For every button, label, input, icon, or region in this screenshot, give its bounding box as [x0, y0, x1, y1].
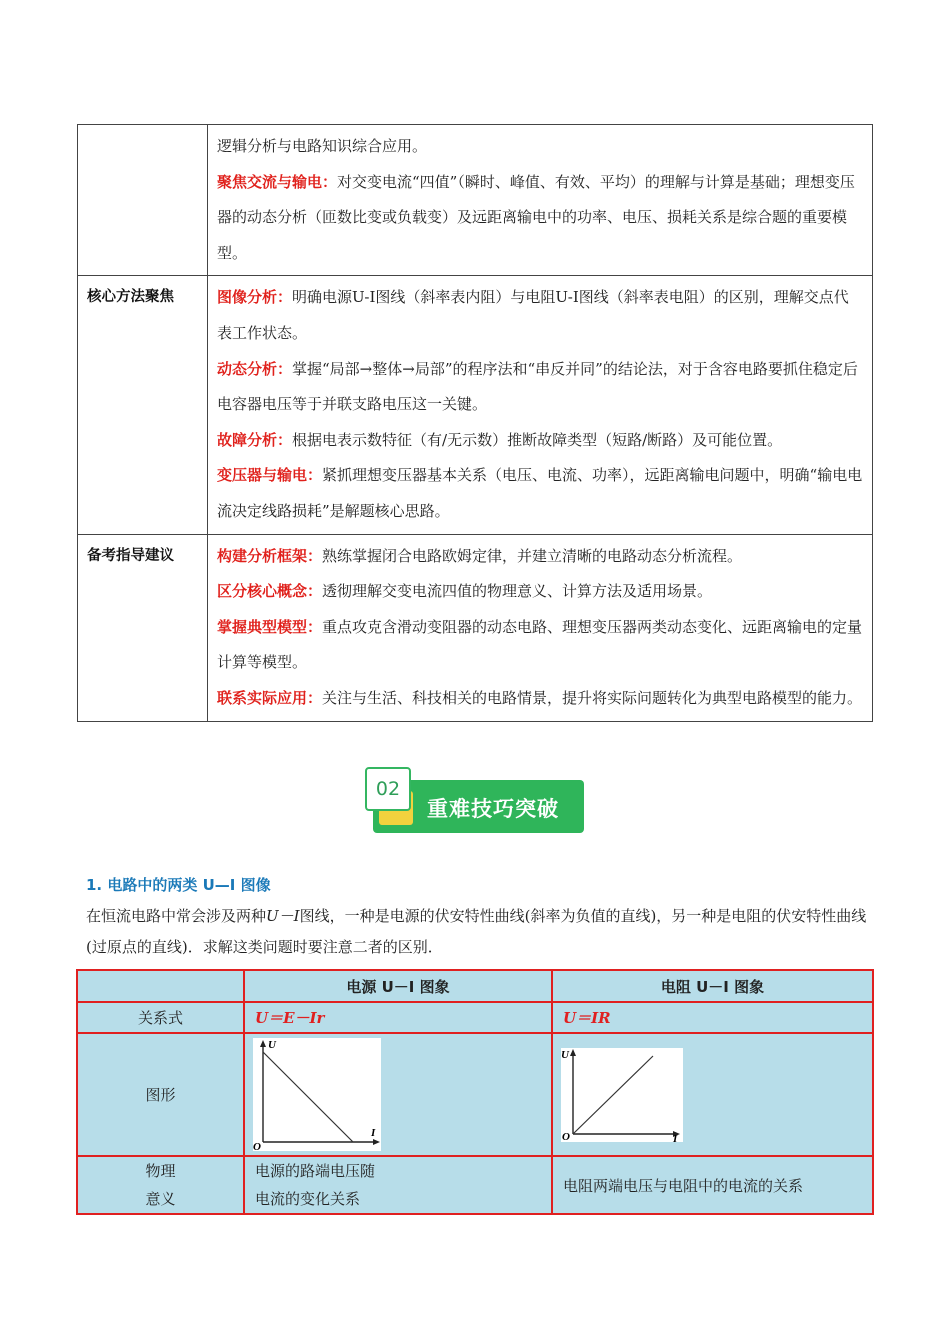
- meaning-line: 电流的变化关系: [255, 1190, 361, 1208]
- row-content: [208, 534, 873, 721]
- paragraph-text: 明确电源U-I图线（斜率表内阻）与电阻U-I图线（斜率表电阻）的区别，理解交点代表工作状态。: [217, 288, 849, 342]
- paragraph: [217, 539, 863, 575]
- table-header-row: [77, 970, 873, 1002]
- paragraph: [217, 610, 863, 681]
- comparison-table: [76, 969, 874, 1215]
- resistor-formula: U＝IR: [552, 1002, 873, 1033]
- table-row: [78, 534, 873, 721]
- paragraph-text: 透彻理解交变电流四值的物理意义、计算方法及适用场景。: [322, 582, 713, 601]
- source-ui-graph: [253, 1038, 381, 1151]
- keyword: 变压器与输电：: [217, 466, 323, 485]
- row-label: [78, 125, 208, 276]
- paragraph-text: 关注与生活、科技相关的电路情景，提升将实际问题转化为典型电路模型的能力。: [322, 688, 863, 707]
- axis-u-label: U: [561, 1048, 569, 1061]
- source-graph-cell: [244, 1033, 552, 1156]
- y-arrow: [570, 1049, 576, 1056]
- row-content: [208, 276, 873, 534]
- intro-symbol: U－I: [266, 907, 300, 925]
- y-arrow: [260, 1040, 266, 1047]
- row-label-line: 意义: [145, 1190, 176, 1208]
- keyword: 聚焦交流与输电：: [217, 172, 338, 191]
- table-row: [78, 125, 873, 276]
- keyword: 故障分析：: [217, 430, 293, 449]
- axis-u-label: U: [268, 1039, 276, 1051]
- keyword: 掌握典型模型：: [217, 617, 323, 636]
- x-arrow: [373, 1139, 380, 1145]
- intro-text: 在恒流电路中常会涉及两种: [86, 907, 267, 925]
- paragraph-text: 熟练掌握闭合电路欧姆定律，并建立清晰的电路动态分析流程。: [322, 546, 743, 565]
- header-cell: [77, 970, 244, 1002]
- row-label: 核心方法聚焦: [78, 276, 208, 534]
- row-label: 图形: [77, 1033, 244, 1156]
- row-label: 关系式: [77, 1002, 244, 1033]
- paragraph-text: 掌握“局部→整体→局部”的程序法和“串反并同”的结论法，对于含容电路要抓住稳定后电容器电压等于并联支路电压这一关键。: [217, 359, 858, 414]
- paragraph: [217, 280, 863, 351]
- paragraph: [217, 681, 863, 717]
- source-meaning: [244, 1156, 552, 1214]
- source-formula: U＝E－Ir: [244, 1002, 552, 1033]
- resistor-graph-cell: [552, 1033, 873, 1156]
- header-cell: 电源 U－I 图象: [244, 970, 552, 1002]
- section-title: 1. 电路中的两类 U—I 图像: [86, 876, 271, 894]
- section-badge: [365, 767, 587, 835]
- resistor-ui-graph: [561, 1048, 683, 1142]
- intro-paragraph: [86, 901, 872, 963]
- resistor-meaning: 电阻两端电压与电阻中的电流的关系: [552, 1156, 873, 1214]
- keyword: 动态分析：: [217, 359, 293, 378]
- keyword: 图像分析：: [217, 288, 293, 307]
- paragraph: [217, 458, 863, 529]
- intro-text: 图线，一种是电源的伏安特性曲线(斜率为负值的直线)，另一种是电阻的伏安特性曲线(过原点的直线)．求解这类问题时要注意二者的区别．: [86, 907, 867, 956]
- table-row: [77, 1156, 873, 1214]
- keyword: 构建分析框架：: [217, 546, 323, 565]
- summary-table: [77, 124, 873, 722]
- paragraph-text: 重点攻克含滑动变阻器的动态电路、理想变压器两类动态变化、远距离输电的定量计算等模型。: [217, 617, 863, 672]
- keyword: 区分核心概念：: [217, 582, 323, 601]
- badge-title: 重难技巧突破: [427, 797, 559, 821]
- row-label: [77, 1156, 244, 1214]
- source-line: [263, 1052, 353, 1142]
- table-row: [78, 276, 873, 534]
- origin-label: O: [253, 1141, 261, 1151]
- paragraph: [217, 165, 863, 272]
- paragraph-text: 根据电表示数特征（有/无示数）推断故障类型（短路/断路）及可能位置。: [292, 430, 783, 449]
- row-label: 备考指导建议: [78, 534, 208, 721]
- table-row: [77, 1033, 873, 1156]
- table-row: [77, 1002, 873, 1033]
- origin-label: O: [562, 1130, 570, 1142]
- axis-i-label: I: [673, 1132, 678, 1142]
- paragraph-text: 紧抓理想变压器基本关系（电压、电流、功率），远距离输电问题中，明确“输电电流决定线路损耗”是解题核心思路。: [217, 466, 863, 520]
- resistor-line: [573, 1056, 653, 1134]
- badge-number: 02: [365, 767, 411, 811]
- paragraph: [217, 423, 863, 459]
- paragraph: [217, 574, 863, 610]
- paragraph: [217, 352, 863, 423]
- paragraph-text: 对交变电流“四值”（瞬时、峰值、有效、平均）的理解与计算是基础；理想变压器的动态分析（匝数比变或负载变）及远距离输电中的功率、电压、损耗关系是综合题的重要模型。: [217, 172, 855, 262]
- header-cell: 电阻 U－I 图象: [552, 970, 873, 1002]
- keyword: 联系实际应用：: [217, 688, 323, 707]
- row-label-line: 物理: [145, 1162, 176, 1180]
- row-content: [208, 125, 873, 276]
- meaning-line: 电源的路端电压随: [255, 1162, 376, 1180]
- paragraph: 逻辑分析与电路知识综合应用。: [217, 137, 428, 155]
- axis-i-label: I: [371, 1127, 376, 1139]
